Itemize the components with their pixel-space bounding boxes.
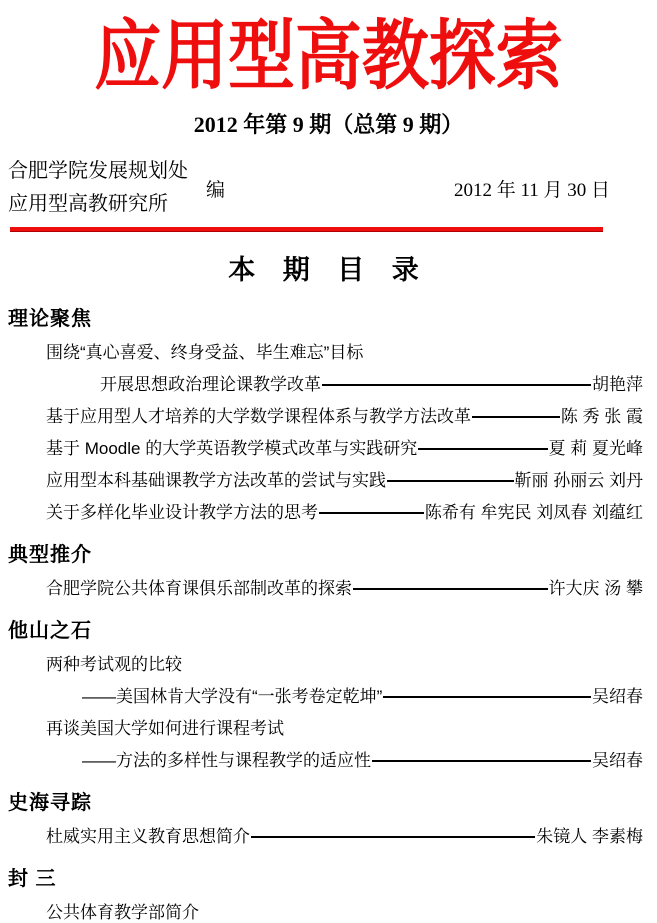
toc-entry bbox=[0, 439, 657, 459]
toc-leader-line bbox=[383, 696, 591, 698]
section-heading: 理论聚焦 bbox=[8, 308, 92, 330]
toc-section-inside-back-cover bbox=[0, 862, 657, 923]
issue-line: 2012 年第 9 期（总第 9 期） bbox=[193, 112, 464, 137]
entry-title: 开展思想政治理论课教学改革 bbox=[100, 375, 321, 394]
entry-title: 围绕“真心喜爱、终身受益、毕生难忘”目标 bbox=[46, 343, 364, 362]
entry-title: ——美国林肯大学没有“一张考卷定乾坤” bbox=[82, 687, 383, 706]
toc-entry bbox=[0, 503, 657, 523]
section-heading: 典型推介 bbox=[8, 544, 92, 566]
toc-entry bbox=[0, 407, 657, 427]
toc-section-history-trace bbox=[0, 786, 657, 847]
toc-leader-line bbox=[322, 384, 591, 386]
publisher-org-line2: 应用型高教研究所 bbox=[8, 193, 168, 215]
publisher-row bbox=[8, 155, 643, 221]
entry-title: 再谈美国大学如何进行课程考试 bbox=[46, 719, 284, 738]
entry-title: 杜威实用主义教育思想简介 bbox=[46, 827, 250, 846]
toc-title: 本 期 目 录 bbox=[228, 255, 429, 285]
entry-title: 基于应用型人才培养的大学数学课程体系与教学方法改革 bbox=[46, 407, 471, 426]
entry-authors: 许大庆 汤 攀 bbox=[548, 579, 643, 598]
entry-title: 两种考试观的比较 bbox=[46, 655, 182, 674]
entry-title: 合肥学院公共体育课俱乐部制改革的探索 bbox=[46, 579, 352, 598]
section-heading: 他山之石 bbox=[8, 620, 92, 642]
toc-entry bbox=[0, 903, 657, 923]
entry-authors: 吴绍春 bbox=[592, 751, 643, 770]
toc-leader-line bbox=[319, 512, 424, 514]
section-heading: 史海寻踪 bbox=[8, 792, 92, 814]
toc-leader-line bbox=[387, 480, 514, 482]
toc-entry bbox=[0, 827, 657, 847]
toc-entry bbox=[0, 719, 657, 739]
toc-entry bbox=[0, 471, 657, 491]
entry-title: 基于 Moodle 的大学英语教学模式改革与实践研究 bbox=[46, 439, 418, 458]
entry-title: 关于多样化毕业设计教学方法的思考 bbox=[46, 503, 318, 522]
toc-leader-line bbox=[353, 588, 548, 590]
entry-authors: 靳丽 孙丽云 刘丹 bbox=[514, 471, 643, 490]
toc-section-lessons-abroad bbox=[0, 614, 657, 771]
red-divider-line bbox=[10, 227, 603, 232]
journal-cover-page bbox=[0, 14, 657, 922]
entry-title: 应用型本科基础课教学方法改革的尝试与实践 bbox=[46, 471, 386, 490]
toc-leader-line bbox=[251, 836, 535, 838]
entry-authors: 陈 秀 张 霞 bbox=[560, 407, 643, 426]
publication-date: 2012 年 11 月 30 日 bbox=[453, 179, 610, 201]
toc-entry bbox=[0, 655, 657, 675]
entry-authors: 夏 莉 夏光峰 bbox=[548, 439, 643, 458]
publisher-org bbox=[8, 155, 188, 221]
toc-entry bbox=[0, 579, 657, 599]
toc-entry bbox=[0, 375, 657, 395]
toc-leader-line bbox=[472, 416, 560, 418]
entry-authors: 朱镜人 李素梅 bbox=[536, 827, 643, 846]
toc-entry bbox=[0, 751, 657, 771]
entry-authors: 吴绍春 bbox=[592, 687, 643, 706]
toc-section-model-promotion bbox=[0, 538, 657, 599]
toc-entry bbox=[0, 343, 657, 363]
entry-title: 公共体育教学部简介 bbox=[46, 903, 199, 922]
entry-authors: 陈希有 牟宪民 刘凤春 刘蕴红 bbox=[424, 503, 643, 522]
journal-title: 应用型高教探索 bbox=[94, 15, 563, 99]
entry-authors: 胡艳萍 bbox=[592, 375, 643, 394]
toc-leader-line bbox=[418, 448, 547, 450]
publisher-org-line1: 合肥学院发展规划处 bbox=[8, 160, 188, 182]
editor-label: 编 bbox=[206, 179, 226, 201]
entry-title: ——方法的多样性与课程教学的适应性 bbox=[82, 751, 371, 770]
toc-entry bbox=[0, 687, 657, 707]
section-heading: 封 三 bbox=[8, 868, 57, 890]
toc-leader-line bbox=[372, 760, 591, 762]
toc-section-theory-focus bbox=[0, 302, 657, 523]
